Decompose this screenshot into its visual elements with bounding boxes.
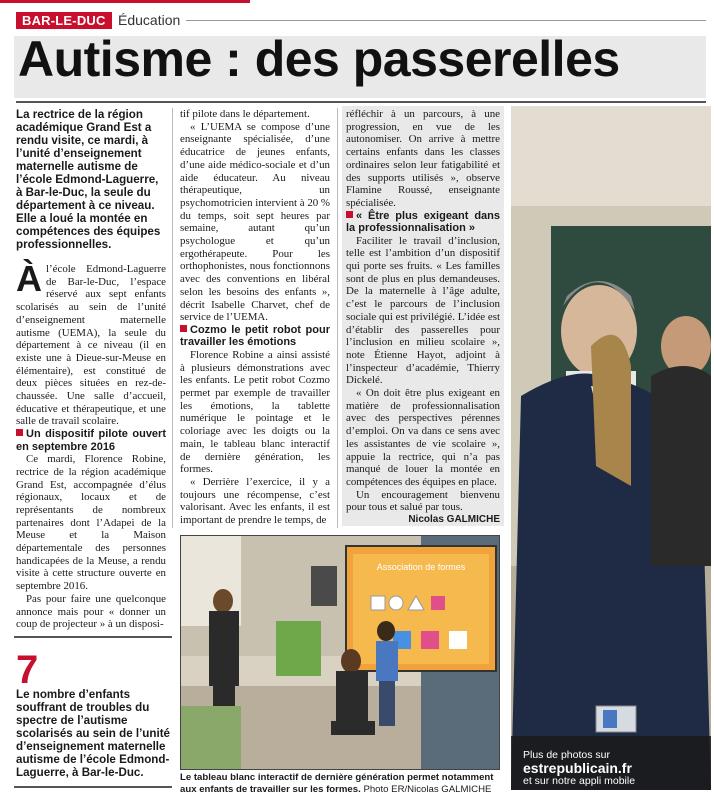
byline: Nicolas GALMICHE — [408, 514, 500, 526]
column-rule — [337, 108, 338, 528]
col2-paragraph-1: tif pilote dans le département. — [180, 108, 310, 120]
rubric-category: Éducation — [118, 12, 181, 28]
officials-photo — [511, 106, 711, 790]
col2-paragraph-2: « L’UEMA se compose d’une enseignante spécialisée, d’une éducatrice de jeunes enfants, d’une aide médico-sociale et d’un aide éducateur. Au niveau thérapeutique, un psychomotricien intervient à 20 % du temps, soit sept heures par semaine, autant qu’un psychologue et qu’un ergothérapeute. Pour les orthophonistes, nous fonctionnons avec des conventions en libéral selon les besoins des enfants », décrit Isabelle Charvet, chef de service de l’UEMA. — [180, 120, 331, 324]
article-lead: La rectrice de la région académique Grand Est a rendu visite, ce mardi, à l’unité d’enseignement maternelle autisme de l’école Edmond-Laguerre, à Bar-le-Duc, la seule du département à ce niveau. Elle a loué la montée en compétences des équipes professionnelles. — [16, 108, 161, 251]
fact-box-rule — [14, 636, 172, 638]
officials-photo-illustration — [511, 106, 711, 790]
bullet-square-icon — [16, 429, 23, 436]
col3-paragraph-4: Un encouragement bienvenu pour tous et salué par tous. — [346, 488, 500, 514]
col3-paragraph-1: réfléchir à un parcours, à une progression, en vue de les autonomiser. On arrive à mettre certains enfants dans les classes ordinaires selon leur fatigabilité et des supports utilisés », observe Flamine Roussé, enseignante spécialisée. — [346, 108, 500, 209]
col2-paragraph-3: Florence Robine a ainsi assisté à plusieurs démonstrations avec les enfants. Le petit robot Cozmo permet par exemple de travailler les émotions, la tablette numérique le pointage et le coloriage avec les doigts ou la main, le tableau blanc interactif de dernière génération, les formes. — [180, 348, 330, 476]
rubric-tag: BAR-LE-DUC — [16, 12, 112, 29]
subheading-1: Un dispositif pilote ouvert en septembre 2016 — [16, 428, 166, 453]
top-accent-bar — [0, 0, 250, 3]
subheading-2: Cozmo le petit robot pour travailler les émotions — [180, 323, 330, 349]
rubric-rule — [186, 20, 706, 21]
article-column-2 — [180, 108, 330, 527]
article-column-1 — [16, 258, 166, 631]
col1-paragraph-2: Ce mardi, Florence Robine, rectrice de la région académique Grand Est, accompagnée d’élus régionaux, locaux et de représentants de nombreux partenaires dont l’Adapei de la Meuse et la Maison départementale des personnes handicapées de la Meuse, a rendu visite à cette structure ouverte en septembre 2016. — [16, 453, 166, 593]
drop-cap: À — [16, 258, 42, 299]
promo-site-link[interactable]: estrepublicain.fr — [523, 760, 632, 776]
classroom-photo — [180, 535, 500, 770]
headline-divider — [16, 101, 706, 103]
col1-paragraph-3: Pas pour faire une quelconque annonce mais pour « donner un coup de projecteur » à un disposi- — [16, 592, 166, 631]
article-column-3 — [346, 108, 500, 527]
fact-box-text: Le nombre d’enfants souffrant de troubles du spectre de l’autisme scolarisés au sein de l’unité d’enseignement maternelle autisme de l’école Edmond-Laguerre, à Bar-le-Duc. — [16, 688, 171, 779]
bullet-square-icon — [180, 325, 187, 332]
classroom-photo-illustration — [181, 536, 499, 769]
caption-text: Le tableau blanc interactif de dernière génération permet notamment aux enfants de travailler sur les formes. — [180, 772, 494, 795]
fact-box-number: 7 — [16, 648, 39, 692]
photo-caption — [180, 772, 502, 796]
col3-paragraph-3: « On doit être plus exigeant en matière de professionnalisation avec des perspectives pérennes d’emploi. On va dans ce sens avec les assistantes de vie scolaire », appuie la rectrice, qui n’a pas manqué de louer la montée en compétences des équipes en place. — [346, 387, 500, 488]
col1-paragraph-1: l’école Edmond-Laguerre de Bar-le-Duc, l’espace réservé aux sept enfants scolarisés au sein de l’unité d’enseignement maternelle autisme (UEMA), la seule du département à ce niveau (il en existe une à Dieue-sur-Meuse en élémentaire), est constitué de deux pièces situées en rez-de-chaussée. Une salle d’accueil, éducative et thérapeutique, et une salle de travail scolaire. — [16, 263, 166, 428]
column-rule — [172, 108, 173, 528]
promo-line-1: Plus de photos sur — [523, 749, 610, 761]
col3-paragraph-2: Faciliter le travail d’inclusion, telle est l’ambition d’un dispositif qui porte ses fruits. « Les familles sont de plus en plus demandeuses. De la maternelle à l’âge adulte, c’est le parcours de l’inclusion sociale qui est privilégié. L’idée est d’établir des passerelles pour l’inclusion en milieu scolaire », note Étienne Hayot, adjoint à l’inspecteur d’académie, Thierry Dickelé. — [346, 234, 500, 387]
bullet-square-icon — [346, 211, 353, 218]
screen-title: Association de formes — [376, 562, 466, 572]
photo-credit: Photo ER/Nicolas GALMICHE — [363, 784, 492, 795]
promo-line-3: et sur notre appli mobile — [523, 775, 636, 787]
fact-box-bottom-rule — [14, 786, 172, 788]
subheading-3: « Être plus exigeant dans la professionnalisation » — [346, 209, 500, 235]
headline: Autisme : des passerelles — [18, 31, 620, 87]
col2-paragraph-4: « Derrière l’exercice, il y a toujours une récompense, c’est valorisant. Avec les enfants, il est important de prendre le temps, de — [180, 475, 330, 527]
